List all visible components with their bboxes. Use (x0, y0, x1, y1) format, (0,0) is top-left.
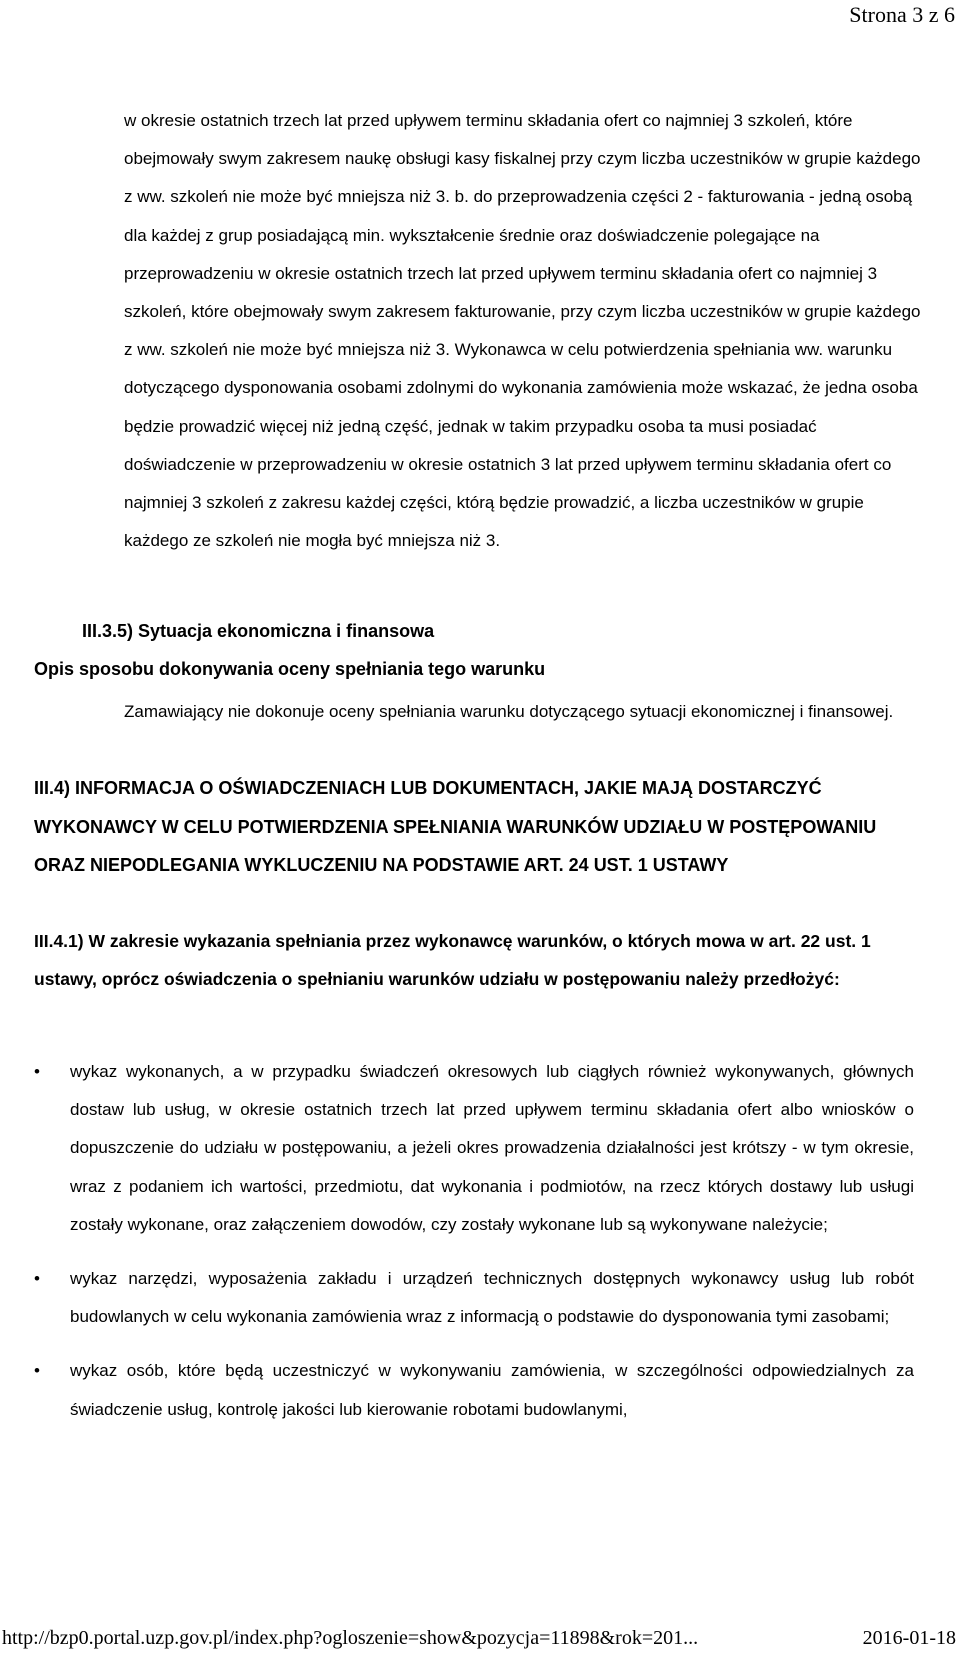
requirements-paragraph: w okresie ostatnich trzech lat przed upływem terminu składania ofert co najmniej 3 szkoleń, które obejmowały swym zakresem naukę obsługi kasy fiskalnej przy czym liczba uczestników w grupie każdego z ww. szkoleń nie może być mniejsza niż 3. b. do przeprowadzenia części 2 - fakturowania - jedną osobą dla każdej z grup posiadającą min. wykształcenie średnie oraz doświadczenie polegające na przeprowadzeniu w okresie ostatnich trzech lat przed upływem terminu składania ofert co najmniej 3 szkoleń, które obejmowały swym zakresem fakturowanie, przy czym liczba uczestników w grupie każdego z ww. szkoleń nie może być mniejsza niż 3. Wykonawca w celu potwierdzenia spełniania ww. warunku dotyczącego dysponowania osobami zdolnymi do wykonania zamówienia może wskazać, że jedna osoba będzie prowadzić więcej niż jedną część, jednak w takim przypadku osoba ta musi posiadać doświadczenie w przeprowadzeniu w okresie ostatnich 3 lat przed upływem terminu składania ofert co najmniej 3 szkoleń z zakresu każdej części, którą będzie prowadzić, a liczba uczestników w grupie każdego ze szkoleń nie mogła być mniejsza niż 3. (124, 111, 921, 551)
list-item (34, 1260, 914, 1336)
list-item-text: wykaz wykonanych, a w przypadku świadczeń okresowych lub ciągłych również wykonywanych, głównych dostaw lub usług, w okresie ostatnich trzech lat przed upływem terminu składania ofert albo wniosków o dopuszczenie do udziału w postępowaniu, a jeżeli okres prowadzenia działalności jest krótszy - w tym okresie, wraz z podaniem ich wartości, przedmiotu, dat wykonania i podmiotów, na rzecz których dostawy lub usługi zostały wykonane, oraz załączeniem dowodów, czy zostały wykonane lub są wykonywane należycie; (70, 1062, 914, 1234)
footer-date: 2016-01-18 (862, 1627, 956, 1649)
list-item (34, 1053, 914, 1244)
page-number: Strona 3 z 6 (849, 2, 955, 27)
economic-condition-paragraph: Zamawiający nie dokonuje oceny spełniania warunku dotyczącego sytuacji ekonomicznej i finansowej. (124, 702, 894, 721)
page-footer (0, 1624, 960, 1652)
section-heading-iii-4-1: III.4.1) W zakresie wykazania spełniania przez wykonawcę warunków, o których mowa w art. 22 ust. 1 ustawy, oprócz oświadczenia o spełnianiu warunków udziału w postępowaniu należy przedłożyć: (34, 931, 871, 989)
section-heading-iii-4: III.4) INFORMACJA O OŚWIADCZENIACH LUB DOKUMENTACH, JAKIE MAJĄ DOSTARCZYĆ WYKONAWCY W CELU POTWIERDZENIA SPEŁNIANIA WARUNKÓW UDZIAŁU W POSTĘPOWANIU ORAZ NIEPODLEGANIA WYKLUCZENIU NA PODSTAWIE ART. 24 UST. 1 USTAWY (34, 778, 877, 875)
bullet-icon: • (34, 1361, 40, 1381)
list-item-text: wykaz narzędzi, wyposażenia zakładu i urządzeń technicznych dostępnych wykonawcy usług lub robót budowlanych w celu wykonania zamówienia wraz z informacją o podstawie do dysponowania tymi zasobami; (70, 1269, 914, 1327)
footer-url: http://bzp0.portal.uzp.gov.pl/index.php?ogloszenie=show&pozycja=11898&rok=201... (2, 1627, 699, 1649)
bullet-icon: • (34, 1062, 40, 1081)
assessment-method-heading: Opis sposobu dokonywania oceny spełniania tego warunku (34, 659, 546, 679)
section-heading-iii-3-5: III.3.5) Sytuacja ekonomiczna i finansowa (82, 621, 435, 641)
list-item-text: wykaz osób, które będą uczestniczyć w wykonywaniu zamówienia, w szczególności odpowiedzialnych za świadczenie usług, kontrolę jakości lub kierowanie robotami budowlanymi, (70, 1361, 914, 1419)
bullet-icon: • (34, 1269, 40, 1289)
list-item (34, 1352, 914, 1428)
documents-list (34, 1053, 914, 1429)
